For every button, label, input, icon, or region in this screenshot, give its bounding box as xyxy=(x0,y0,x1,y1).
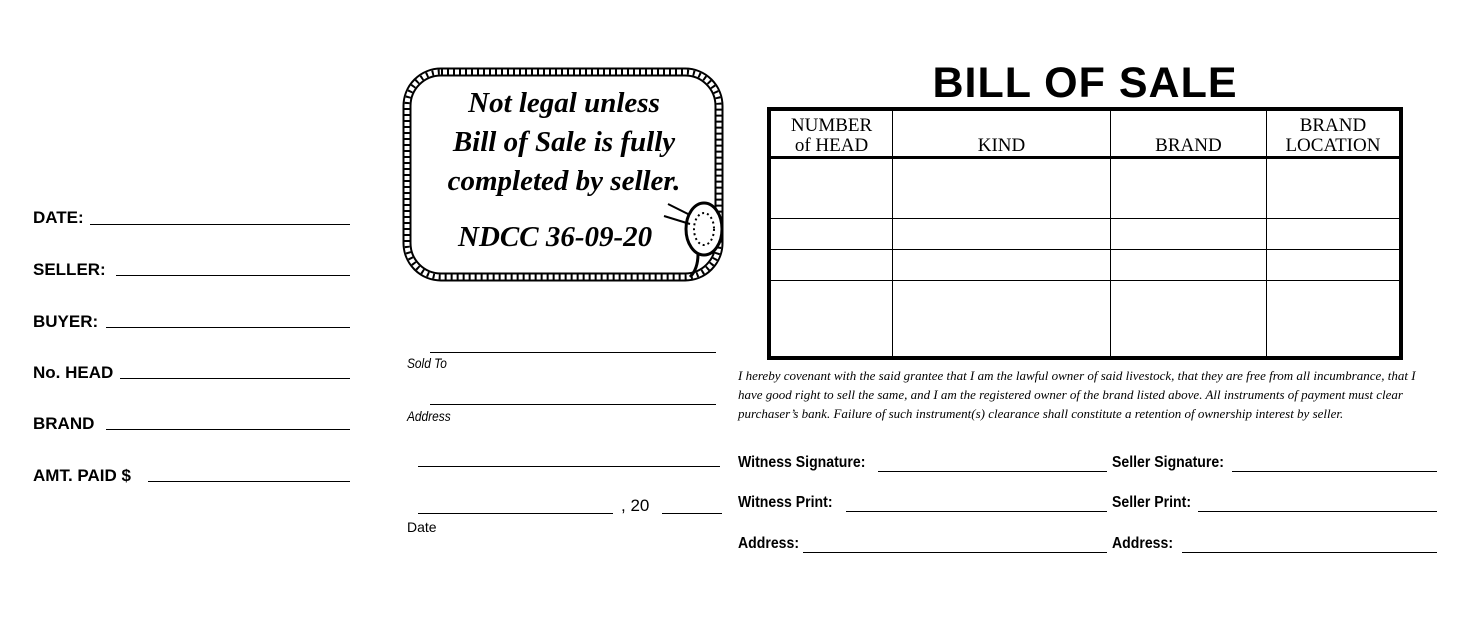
table-cell[interactable] xyxy=(893,281,1111,358)
witness-address-label: Address: xyxy=(738,535,800,552)
address-label: Address xyxy=(407,408,451,424)
table-cell[interactable] xyxy=(1266,157,1401,219)
table-row xyxy=(769,219,1401,250)
covenant-line-3: purchaser’s bank. Failure of such instrument(s) clearance shall constitute a retention of ownership interest by seller. xyxy=(738,406,1344,421)
table-cell[interactable] xyxy=(769,281,893,358)
page-title: BILL OF SALE xyxy=(932,59,1238,107)
livestock-table xyxy=(767,107,1403,360)
seller-print-field[interactable] xyxy=(1198,511,1437,512)
table-cell[interactable] xyxy=(769,250,893,281)
seller-signature-field[interactable] xyxy=(1232,471,1437,472)
table-cell[interactable] xyxy=(769,219,893,250)
table-cell[interactable] xyxy=(1110,250,1266,281)
amount-paid-field[interactable] xyxy=(148,481,350,482)
table-row xyxy=(769,281,1401,358)
table-cell[interactable] xyxy=(1110,157,1266,219)
witness-address-field[interactable] xyxy=(803,552,1107,553)
brand-label: BRAND xyxy=(33,414,95,433)
year-prefix: , 20 xyxy=(621,496,650,515)
date-label: DATE: xyxy=(33,208,84,227)
seller-field[interactable] xyxy=(116,275,350,276)
seller-address-field[interactable] xyxy=(1182,552,1437,553)
header-kind: KIND xyxy=(893,109,1111,157)
seller-address-label: Address: xyxy=(1112,535,1174,552)
amount-paid-label: AMT. PAID $ xyxy=(33,466,131,485)
header-number-of-head: NUMBER of HEAD xyxy=(769,109,893,157)
notice-code: NDCC 36-09-20 xyxy=(458,221,653,253)
buyer-label: BUYER: xyxy=(33,312,99,331)
notice-line-3: completed by seller. xyxy=(447,165,681,197)
table-cell[interactable] xyxy=(1266,250,1401,281)
covenant-line-2: have good right to sell the same, and I am the registered owner of the brand listed above. All instruments of payment must clear xyxy=(738,387,1403,402)
date-day-field[interactable] xyxy=(418,513,613,514)
witness-signature-field[interactable] xyxy=(878,471,1107,472)
date-caption: Date xyxy=(407,519,437,535)
witness-signature-label: Witness Signature: xyxy=(738,454,866,471)
table-row xyxy=(769,157,1401,219)
table-cell[interactable] xyxy=(893,157,1111,219)
table-cell[interactable] xyxy=(1110,219,1266,250)
header-brand-location: BRAND LOCATION xyxy=(1266,109,1401,157)
table-header-row xyxy=(769,109,1401,157)
sold-to-field[interactable] xyxy=(430,352,716,353)
date-field[interactable] xyxy=(90,224,350,225)
witness-print-label: Witness Print: xyxy=(738,494,833,511)
table-row xyxy=(769,250,1401,281)
table-cell[interactable] xyxy=(893,219,1111,250)
table-cell[interactable] xyxy=(1266,219,1401,250)
seller-label: SELLER: xyxy=(33,260,106,279)
witness-print-field[interactable] xyxy=(846,511,1107,512)
notice-line-1: Not legal unless xyxy=(468,87,660,119)
seller-print-label: Seller Print: xyxy=(1112,494,1192,511)
table-cell[interactable] xyxy=(1110,281,1266,358)
sold-to-label: Sold To xyxy=(407,355,447,371)
brand-field[interactable] xyxy=(106,429,350,430)
header-brand: BRAND xyxy=(1110,109,1266,157)
buyer-field[interactable] xyxy=(106,327,350,328)
address-field[interactable] xyxy=(430,404,716,405)
seller-signature-label: Seller Signature: xyxy=(1112,454,1224,471)
notice-line-2: Bill of Sale is fully xyxy=(452,126,676,158)
no-head-field[interactable] xyxy=(120,378,350,379)
year-field[interactable] xyxy=(662,513,722,514)
notice-box xyxy=(398,64,730,290)
no-head-label: No. HEAD xyxy=(33,363,114,382)
covenant-line-1: I hereby covenant with the said grantee that I am the lawful owner of said livestock, that they are free from all incumbrance, that I xyxy=(738,368,1416,383)
table-cell[interactable] xyxy=(893,250,1111,281)
table-cell[interactable] xyxy=(1266,281,1401,358)
covenant-text xyxy=(738,366,1458,423)
table-cell[interactable] xyxy=(769,157,893,219)
address-field-2[interactable] xyxy=(418,466,720,467)
